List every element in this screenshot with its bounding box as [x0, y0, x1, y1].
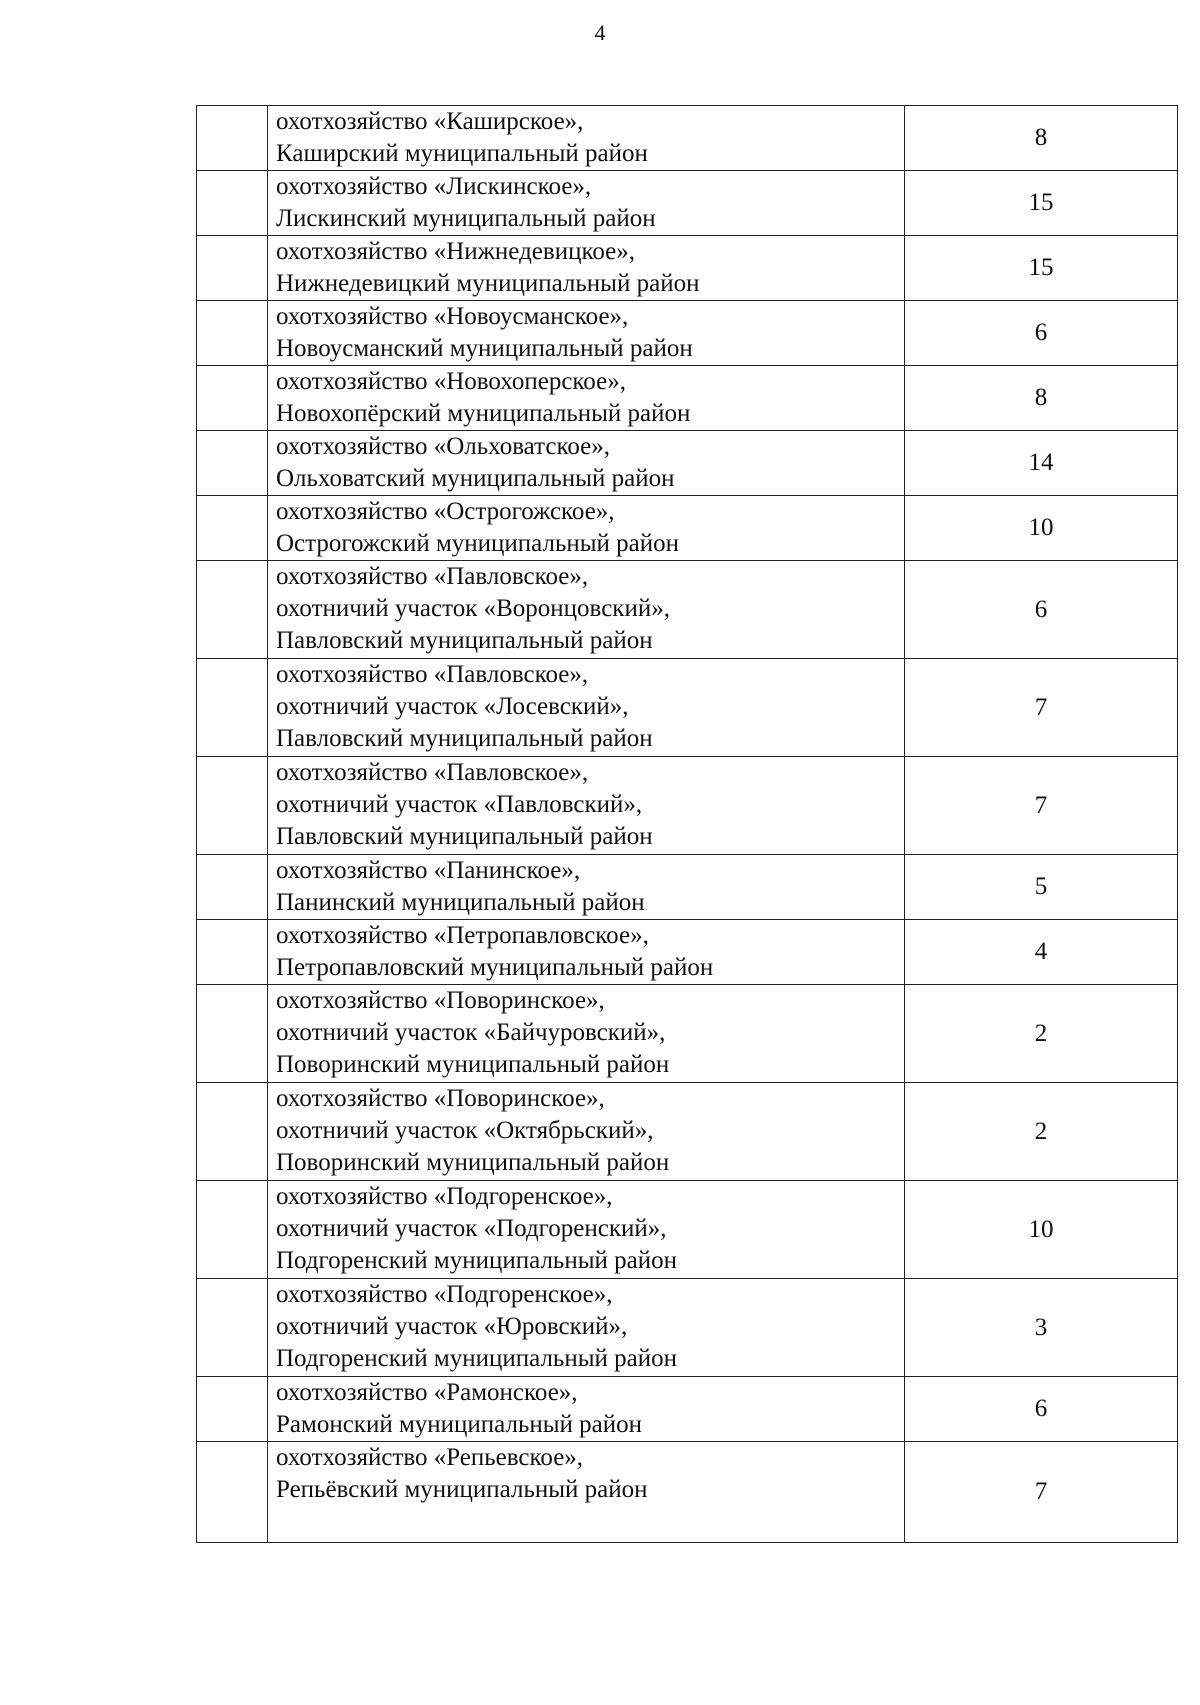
number-cell — [197, 366, 268, 431]
name-line: Новоусманский муниципальный район — [276, 335, 693, 362]
name-line: охотхозяйство «Поворинское», — [276, 987, 605, 1014]
hunting-ground-name-cell — [268, 561, 905, 659]
hunting-ground-name-cell — [268, 855, 905, 920]
name-line: Лискинский муниципальный район — [276, 205, 656, 232]
quota-value-cell: 15 — [905, 171, 1178, 236]
hunting-ground-name-cell — [268, 659, 905, 757]
name-line: Павловский муниципальный район — [276, 725, 653, 752]
table-row — [197, 366, 1178, 431]
name-line: охотхозяйство «Подгоренское», — [276, 1281, 613, 1308]
table-row — [197, 659, 1178, 757]
hunting-ground-name-cell — [268, 171, 905, 236]
hunting-ground-name-cell — [268, 236, 905, 301]
name-line: охотничий участок «Октябрьский», — [276, 1117, 654, 1144]
name-line: Репьёвский муниципальный район — [276, 1476, 648, 1503]
name-line: охотхозяйство «Острогожское», — [276, 498, 615, 525]
name-line: Подгоренский муниципальный район — [276, 1247, 677, 1274]
number-cell — [197, 1377, 268, 1442]
name-line: охотхозяйство «Нижнедевицкое», — [276, 238, 635, 265]
table-row — [197, 1279, 1178, 1377]
hunting-ground-name-cell — [268, 431, 905, 496]
name-line: охотхозяйство «Панинское», — [276, 857, 581, 884]
table-row — [197, 106, 1178, 171]
hunting-grounds-table-container — [196, 105, 1160, 1543]
name-line: Острогожский муниципальный район — [276, 530, 680, 557]
name-line: охотхозяйство «Подгоренское», — [276, 1183, 613, 1210]
hunting-ground-name-cell — [268, 757, 905, 855]
name-line: Нижнедевицкий муниципальный район — [276, 270, 700, 297]
name-line: охотничий участок «Воронцовский», — [276, 595, 670, 622]
quota-value-cell: 7 — [905, 1442, 1178, 1543]
name-line: Новохопёрский муниципальный район — [276, 400, 691, 427]
name-line: Подгоренский муниципальный район — [276, 1345, 677, 1372]
name-line: охотхозяйство «Ольховатское», — [276, 433, 610, 460]
number-cell — [197, 561, 268, 659]
number-cell — [197, 236, 268, 301]
number-cell — [197, 496, 268, 561]
table-row — [197, 236, 1178, 301]
hunting-ground-name-cell — [268, 106, 905, 171]
hunting-ground-name-cell — [268, 1442, 905, 1543]
table-row — [197, 1442, 1178, 1543]
table-body — [197, 106, 1178, 1543]
name-line: Поворинский муниципальный район — [276, 1149, 670, 1176]
number-cell — [197, 1181, 268, 1279]
name-line: охотхозяйство «Лискинское», — [276, 173, 592, 200]
number-cell — [197, 431, 268, 496]
hunting-ground-name-cell — [268, 985, 905, 1083]
hunting-ground-name-cell — [268, 1279, 905, 1377]
name-line: охотхозяйство «Новохоперское», — [276, 368, 626, 395]
number-cell — [197, 855, 268, 920]
hunting-ground-name-cell — [268, 920, 905, 985]
name-line: Панинский муниципальный район — [276, 889, 645, 916]
number-cell — [197, 920, 268, 985]
name-line: Ольховатский муниципальный район — [276, 465, 675, 492]
table-row — [197, 301, 1178, 366]
quota-value-cell: 4 — [905, 920, 1178, 985]
name-line: охотхозяйство «Поворинское», — [276, 1085, 605, 1112]
quota-value-cell: 14 — [905, 431, 1178, 496]
name-line: охотничий участок «Лосевский», — [276, 693, 629, 720]
table-row — [197, 1377, 1178, 1442]
quota-value-cell: 6 — [905, 561, 1178, 659]
number-cell — [197, 171, 268, 236]
hunting-ground-name-cell — [268, 366, 905, 431]
name-line: Петропавловский муниципальный район — [276, 954, 714, 981]
number-cell — [197, 985, 268, 1083]
quota-value-cell: 6 — [905, 1377, 1178, 1442]
quota-value-cell: 15 — [905, 236, 1178, 301]
hunting-ground-name-cell — [268, 1083, 905, 1181]
name-line: охотничий участок «Подгоренский», — [276, 1215, 667, 1242]
hunting-ground-name-cell — [268, 496, 905, 561]
quota-value-cell: 7 — [905, 757, 1178, 855]
name-line: охотничий участок «Юровский», — [276, 1313, 628, 1340]
name-line: охотхозяйство «Павловское», — [276, 759, 589, 786]
name-line: охотничий участок «Павловский», — [276, 791, 643, 818]
quota-value-cell: 10 — [905, 496, 1178, 561]
quota-value-cell: 6 — [905, 301, 1178, 366]
number-cell — [197, 659, 268, 757]
quota-value-cell: 7 — [905, 659, 1178, 757]
name-line: охотхозяйство «Рамонское», — [276, 1379, 578, 1406]
quota-value-cell: 10 — [905, 1181, 1178, 1279]
table-row — [197, 561, 1178, 659]
quota-value-cell: 5 — [905, 855, 1178, 920]
name-line: Павловский муниципальный район — [276, 823, 653, 850]
table-row — [197, 1083, 1178, 1181]
hunting-ground-name-cell — [268, 1181, 905, 1279]
number-cell — [197, 1279, 268, 1377]
page-number: 4 — [594, 20, 606, 45]
quota-value-cell: 2 — [905, 985, 1178, 1083]
name-line: охотхозяйство «Новоусманское», — [276, 303, 629, 330]
name-line: охотхозяйство «Павловское», — [276, 661, 589, 688]
hunting-ground-name-cell — [268, 1377, 905, 1442]
quota-value-cell: 8 — [905, 366, 1178, 431]
number-cell — [197, 1442, 268, 1543]
quota-value-cell: 8 — [905, 106, 1178, 171]
name-line: Каширский муниципальный район — [276, 140, 648, 167]
name-line: охотхозяйство «Петропавловское», — [276, 922, 649, 949]
name-line: Павловский муниципальный район — [276, 627, 653, 654]
table-row — [197, 757, 1178, 855]
hunting-ground-name-cell — [268, 301, 905, 366]
number-cell — [197, 106, 268, 171]
quota-value-cell: 3 — [905, 1279, 1178, 1377]
hunting-grounds-table — [196, 105, 1178, 1543]
table-row — [197, 985, 1178, 1083]
table-row — [197, 855, 1178, 920]
name-line: охотхозяйство «Павловское», — [276, 563, 589, 590]
table-row — [197, 171, 1178, 236]
table-row — [197, 920, 1178, 985]
number-cell — [197, 1083, 268, 1181]
table-row — [197, 431, 1178, 496]
name-line: Рамонский муниципальный район — [276, 1411, 643, 1438]
table-row — [197, 1181, 1178, 1279]
table-row — [197, 496, 1178, 561]
number-cell — [197, 757, 268, 855]
quota-value-cell: 2 — [905, 1083, 1178, 1181]
number-cell — [197, 301, 268, 366]
name-line: охотхозяйство «Репьевское», — [276, 1444, 584, 1471]
name-line: охотхозяйство «Каширское», — [276, 108, 584, 135]
name-line: Поворинский муниципальный район — [276, 1051, 670, 1078]
name-line: охотничий участок «Байчуровский», — [276, 1019, 666, 1046]
